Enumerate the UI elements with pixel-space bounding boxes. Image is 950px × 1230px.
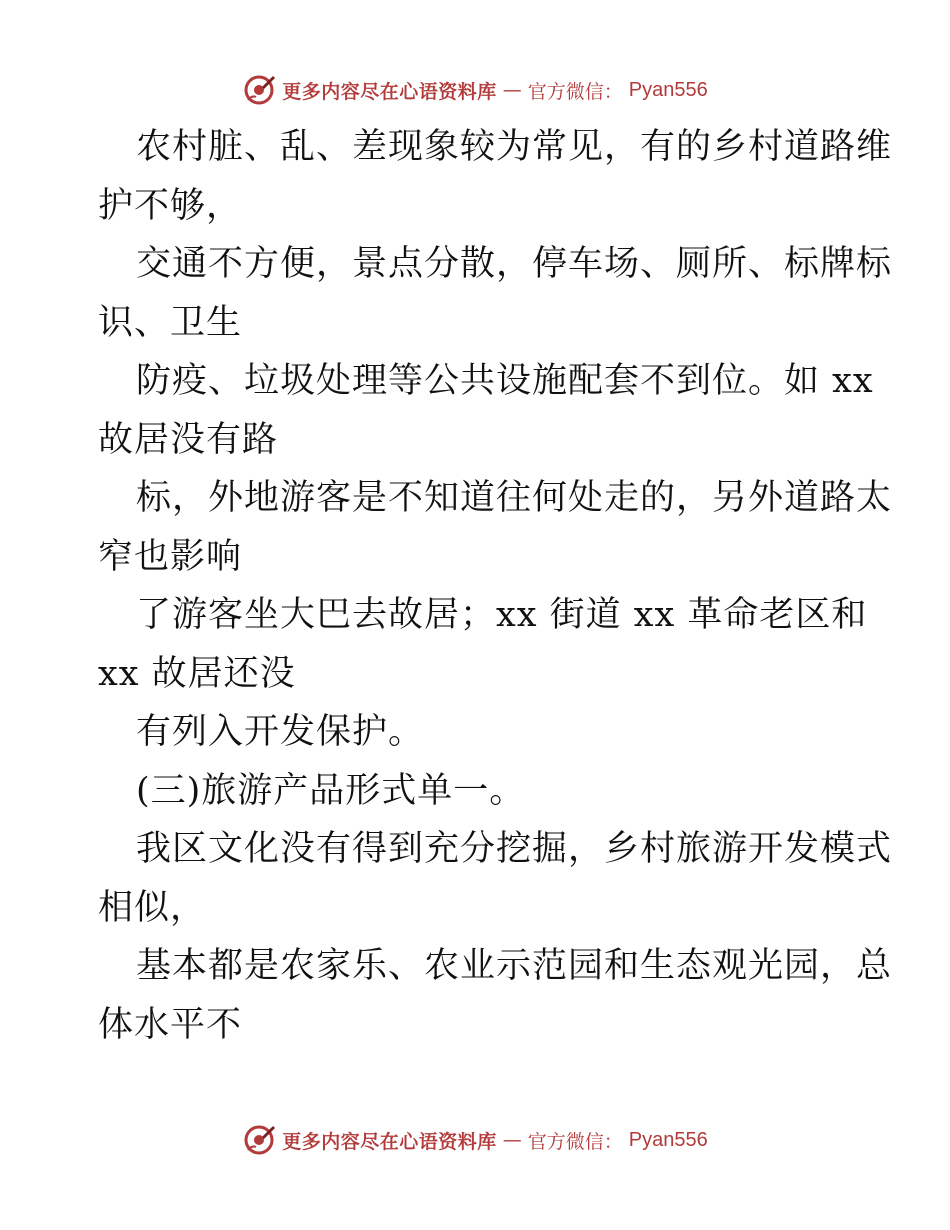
header-watermark: [0, 70, 950, 110]
body-line: 标，外地游客是不知道往何处走的，另外道路太: [136, 478, 893, 518]
body-line: 基本都是农家乐、农业示范园和生态观光园，总: [136, 946, 893, 986]
body-line: 了游客坐大巴去故居；xx 街道 xx 革命老区和: [136, 595, 868, 635]
document-body: [98, 118, 893, 1054]
header-separator: —: [502, 79, 522, 101]
body-line: 护不够，: [98, 185, 243, 226]
header-wechat-id: Pyan556: [628, 78, 708, 101]
body-line: 交通不方便，景点分散，停车场、厕所、标牌标: [136, 244, 893, 284]
quill-logo-icon: [242, 73, 276, 107]
section-heading: (三)旅游产品形式单一。: [136, 770, 526, 811]
body-line: 相似，: [98, 887, 207, 928]
body-line: 我区文化没有得到充分挖掘，乡村旅游开发模式: [136, 829, 893, 869]
body-line: 有列入开发保护。: [136, 712, 425, 752]
body-line: 识、卫生: [98, 302, 243, 343]
quill-logo-icon: [242, 1123, 276, 1157]
body-line: xx 故居还没: [98, 653, 296, 694]
footer-site-text: 更多内容尽在心语资料库: [282, 1130, 497, 1153]
body-line: 农村脏、乱、差现象较为常见，有的乡村道路维: [136, 127, 893, 167]
footer-separator: —: [502, 1129, 522, 1151]
footer-wechat-id: Pyan556: [628, 1128, 708, 1151]
body-line: 故居没有路: [98, 419, 279, 460]
footer-wechat-label: 官方微信：: [527, 1130, 623, 1153]
header-wechat-label: 官方微信：: [527, 80, 623, 103]
body-line: 窄也影响: [98, 536, 243, 577]
body-line: 体水平不: [98, 1004, 243, 1045]
footer-watermark: [0, 1120, 950, 1160]
body-line: 防疫、垃圾处理等公共设施配套不到位。如 xx: [136, 361, 874, 401]
header-site-text: 更多内容尽在心语资料库: [282, 80, 497, 103]
